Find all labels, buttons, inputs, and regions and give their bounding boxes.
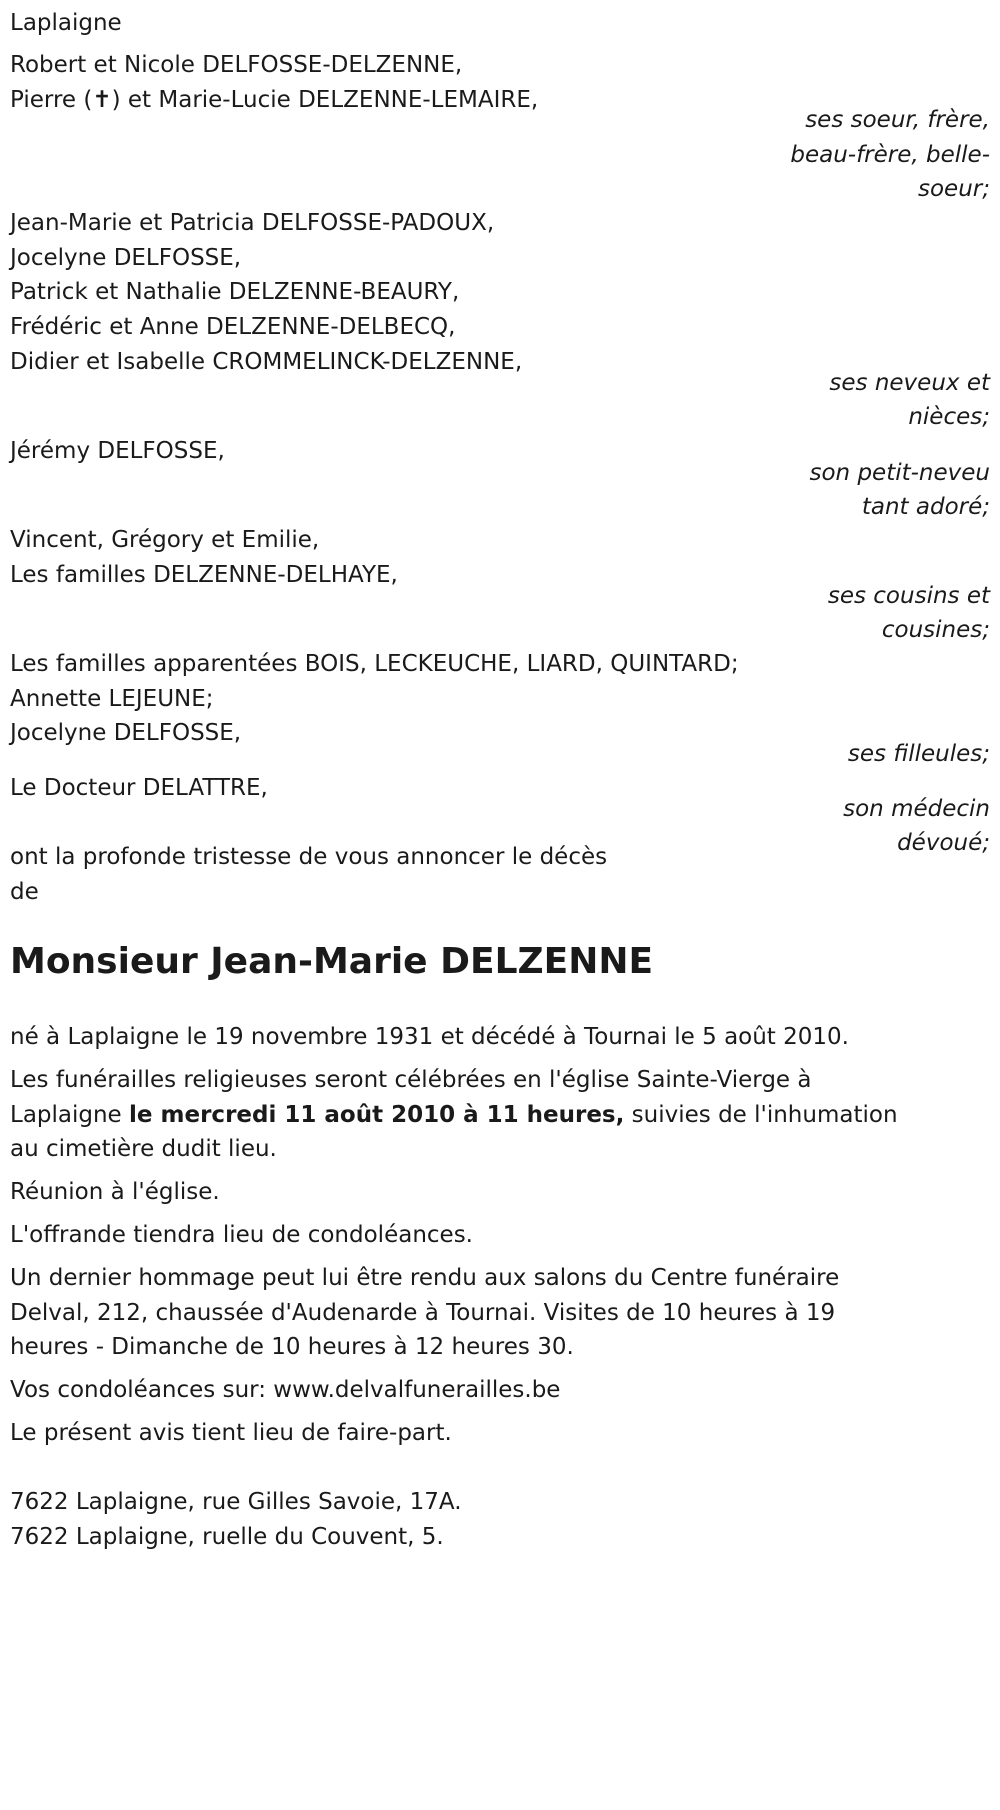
family-name: Frédéric et Anne DELZENNE-DELBECQ,: [10, 314, 456, 340]
relation-label: son petit-neveu: [809, 460, 990, 486]
relation-label: ses neveux et: [829, 370, 990, 396]
family-name: Robert et Nicole DELFOSSE-DELZENNE,: [10, 52, 463, 78]
family-name: Vincent, Grégory et Emilie,: [10, 527, 320, 553]
family-name: Annette LEJEUNE;: [10, 686, 214, 712]
relation-label: cousines;: [881, 617, 990, 643]
family-name: Le Docteur DELATTRE,: [10, 775, 268, 801]
meeting-text: Réunion à l'église.: [10, 1179, 220, 1205]
address: 7622 Laplaigne, rue Gilles Savoie, 17A.: [10, 1489, 462, 1515]
family-name: Jocelyne DELFOSSE,: [10, 720, 242, 746]
relation-label: ses cousins et: [827, 583, 990, 609]
relation-label: son médecin: [843, 796, 990, 822]
relation-label: dévoué;: [897, 830, 990, 856]
relation-label: nièces;: [908, 404, 990, 430]
birth-death-text: né à Laplaigne le 19 novembre 1931 et décédé à Tournai le 5 août 2010.: [10, 1024, 849, 1050]
announcement-text: de: [10, 879, 39, 905]
family-name: Pierre (✝) et Marie-Lucie DELZENNE-LEMAIRE,: [10, 87, 539, 113]
funeral-text-part: suivies de l'inhumation: [624, 1102, 898, 1128]
village-name: Laplaigne: [10, 10, 122, 36]
tribute-text: Delval, 212, chaussée d'Audenarde à Tournai. Visites de 10 heures à 19: [10, 1300, 836, 1326]
funeral-date: le mercredi 11 août 2010 à 11 heures,: [129, 1102, 625, 1128]
family-name: Les familles DELZENNE-DELHAYE,: [10, 562, 398, 588]
family-name: Jocelyne DELFOSSE,: [10, 245, 242, 271]
tribute-text: Un dernier hommage peut lui être rendu aux salons du Centre funéraire: [10, 1265, 840, 1291]
family-name: Patrick et Nathalie DELZENNE-BEAURY,: [10, 279, 460, 305]
funeral-text: Les funérailles religieuses seront célébrées en l'église Sainte-Vierge à: [10, 1067, 812, 1093]
notice-text: Le présent avis tient lieu de faire-part.: [10, 1420, 452, 1446]
funeral-text-part: Laplaigne: [10, 1102, 130, 1128]
deceased-name: Monsieur Jean-Marie DELZENNE: [10, 941, 654, 982]
relation-label: beau-frère, belle-: [790, 142, 990, 168]
relation-label: ses soeur, frère,: [805, 107, 990, 133]
address: 7622 Laplaigne, ruelle du Couvent, 5.: [10, 1524, 444, 1550]
relation-label: soeur;: [918, 176, 990, 202]
announcement-text: ont la profonde tristesse de vous annoncer le décès: [10, 844, 608, 870]
family-name: Jean-Marie et Patricia DELFOSSE-PADOUX,: [10, 210, 495, 236]
relation-label: tant adoré;: [861, 494, 990, 520]
funeral-text: [10, 1098, 898, 1132]
offering-text: L'offrande tiendra lieu de condoléances.: [10, 1222, 473, 1248]
funeral-text: au cimetière dudit lieu.: [10, 1136, 277, 1162]
family-name: Les familles apparentées BOIS, LECKEUCHE, LIARD, QUINTARD;: [10, 651, 739, 677]
tribute-text: heures - Dimanche de 10 heures à 12 heures 30.: [10, 1334, 574, 1360]
family-name: Didier et Isabelle CROMMELINCK-DELZENNE,: [10, 349, 523, 375]
family-name: Jérémy DELFOSSE,: [10, 438, 225, 464]
condolences-text: Vos condoléances sur: www.delvalfunerailles.be: [10, 1377, 561, 1403]
relation-label: ses filleules;: [847, 741, 990, 767]
